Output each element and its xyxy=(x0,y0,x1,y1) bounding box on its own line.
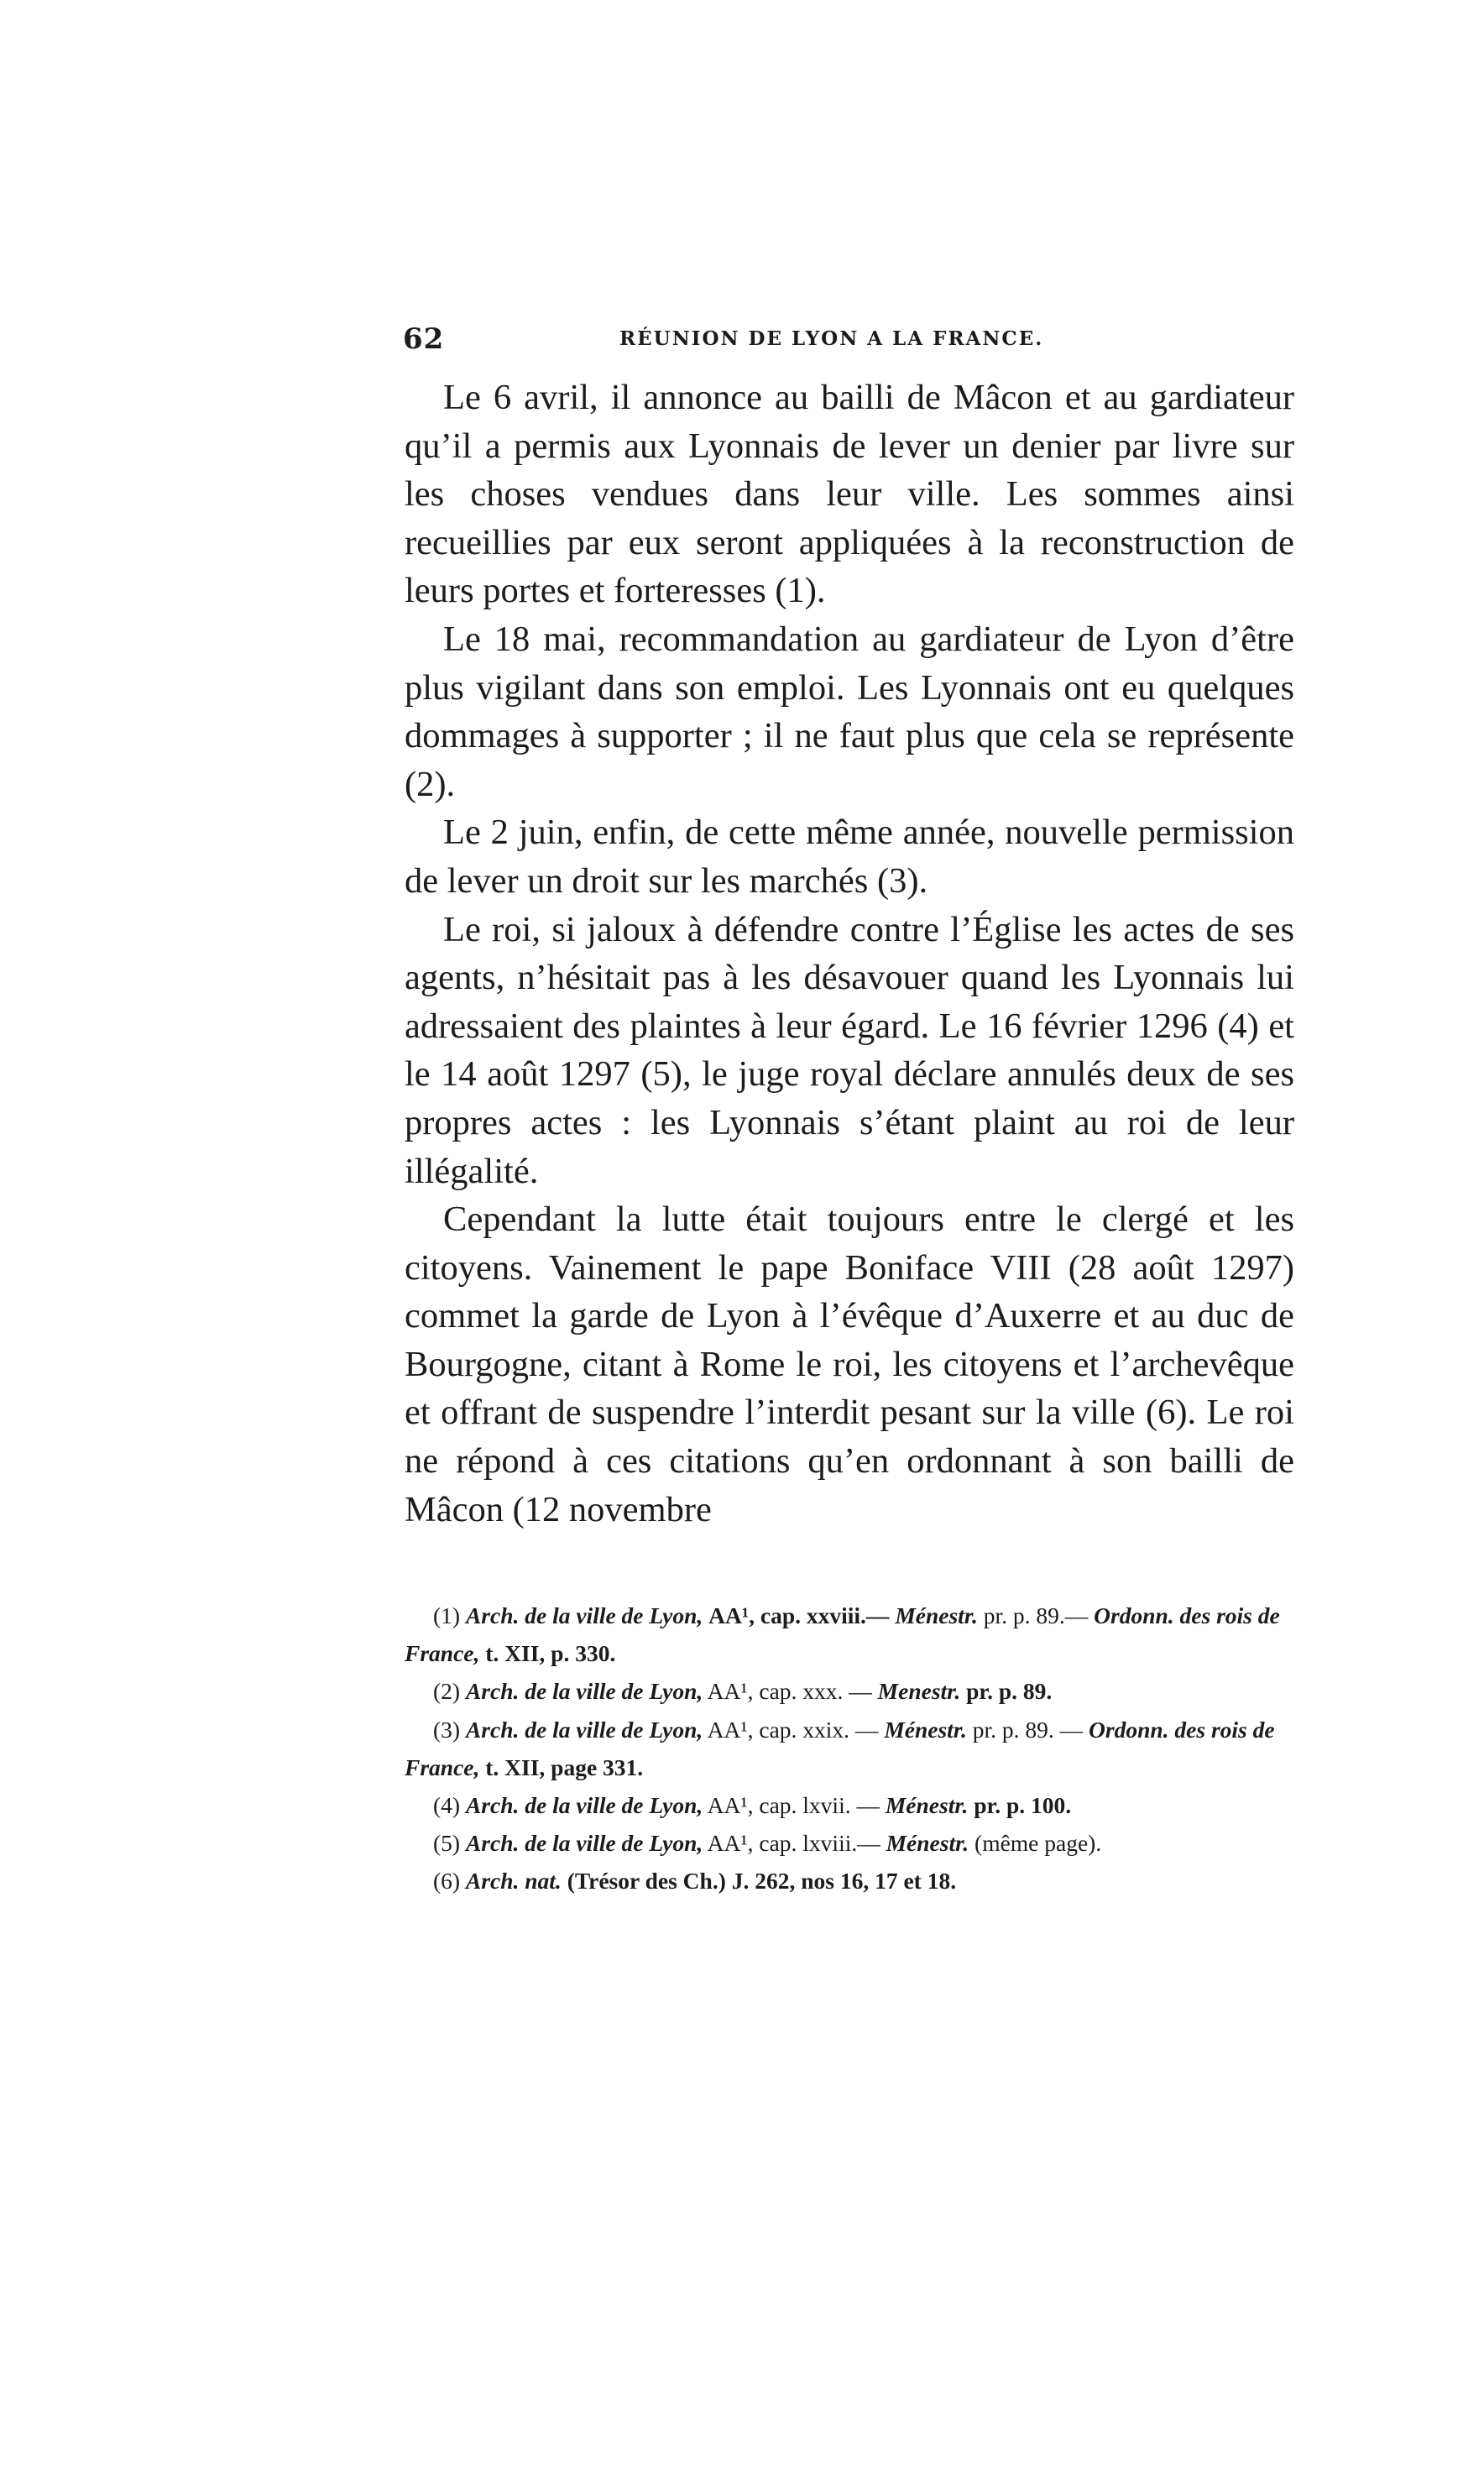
footnote-source: Arch. nat. xyxy=(465,1868,562,1895)
footnote xyxy=(405,1862,1294,1900)
footnote-reference: pr. p. 89.— xyxy=(983,1602,1089,1628)
footnote-number: (2) xyxy=(433,1678,461,1705)
footnote-number: (6) xyxy=(433,1868,461,1895)
footnote-number: (4) xyxy=(433,1792,461,1819)
footnote xyxy=(405,1597,1294,1672)
page-number: 62 xyxy=(403,322,445,356)
footnote xyxy=(405,1672,1294,1710)
footnote-reference: (même page). xyxy=(975,1830,1102,1857)
footnote xyxy=(405,1711,1294,1786)
footnote-source: Ménestr. xyxy=(885,1792,969,1819)
footnote xyxy=(405,1824,1294,1862)
paragraph: Le 2 juin, enfin, de cette même année, nouvelle permission de lever un droit sur les marchés (3). xyxy=(405,813,1294,901)
footnote-reference: t. XII, p. 330. xyxy=(485,1640,616,1667)
footnote-reference: AA¹, cap. lxvii. — xyxy=(707,1792,880,1819)
footnote-source: Arch. de la ville de Lyon, xyxy=(465,1716,703,1743)
footnote-number: (3) xyxy=(433,1716,461,1743)
body-text xyxy=(405,374,1294,1534)
running-title: RÉUNION DE LYON A LA FRANCE. xyxy=(619,327,1044,350)
paragraph: Le 6 avril, il annonce au bailli de Mâcon et au gardiateur qu’il a permis aux Lyonnais de lever un denier par livre sur les choses vendues dans leur ville. Les sommes ainsi recueillies par eux seront appliquées à la reconstruction de leurs portes et forteresses (1). xyxy=(405,378,1294,611)
footnote-source: Arch. de la ville de Lyon, xyxy=(465,1678,703,1705)
footnote-reference: pr. p. 89. xyxy=(966,1678,1053,1705)
footnote-source: Ordonn. des rois de France, xyxy=(405,1602,1280,1667)
paragraph: Le roi, si jaloux à défendre contre l’Église les actes de ses agents, n’hésitait pas à les désavouer quand les Lyonnais lui adressaient des plaintes à leur égard. Le 16 février 1296 (4) et le 14 août 1297 (5), le juge royal déclare annulés deux de ses propres actes : les Lyonnais s’étant plaint au roi de leur illégalité. xyxy=(405,909,1294,1191)
running-head xyxy=(403,322,1091,364)
footnote xyxy=(405,1786,1294,1824)
footnote-source: Ménestr. xyxy=(886,1830,969,1857)
footnote-source: Ménestr. xyxy=(895,1602,978,1628)
footnote-source: Ordonn. des rois de France, xyxy=(405,1716,1275,1780)
footnote-number: (5) xyxy=(433,1830,461,1857)
footnote-reference: AA¹, cap. lxviii.— xyxy=(707,1830,880,1857)
footnote-reference: (Trésor des Ch.) xyxy=(567,1868,726,1895)
paragraph: Le 18 mai, recommandation au gardiateur de Lyon d’être plus vigilant dans son emploi. Les Lyonnais ont eu quelques dommages à supporter ; il ne faut plus que cela se représente (2). xyxy=(405,619,1294,804)
footnote-source: Arch. de la ville de Lyon, xyxy=(465,1830,703,1857)
footnote-reference: AA¹, cap. xxix. — xyxy=(707,1716,879,1743)
footnote-number: (1) xyxy=(433,1602,461,1628)
footnote-reference: pr. p. 100. xyxy=(974,1792,1072,1819)
footnote-reference: t. XII, page 331. xyxy=(485,1754,644,1780)
footnote-source: Arch. de la ville de Lyon, xyxy=(465,1792,703,1819)
footnote-reference: J. 262, nos 16, 17 et 18. xyxy=(731,1868,957,1895)
footnote-reference: pr. p. 89. — xyxy=(972,1716,1084,1743)
footnote-source: Arch. de la ville de Lyon, xyxy=(465,1602,703,1628)
footnote-source: Ménestr. xyxy=(884,1716,967,1743)
paragraph: Cependant la lutte était toujours entre le clergé et les citoyens. Vainement le pape Boniface VIII (28 août 1297) commet la garde de Lyon à l’évêque d’Auxerre et au duc de Bourgogne, citant à Rome le roi, les citoyens et l’archevêque et offrant de suspendre l’interdit pesant sur la ville (6). Le roi ne répond à ces citations qu’en ordonnant à son bailli de Mâcon (12 novembre xyxy=(405,1200,1294,1529)
footnote-source: Menestr. xyxy=(877,1678,961,1705)
footnotes xyxy=(405,1597,1294,1900)
footnote-reference: AA¹, cap. xxviii.— xyxy=(708,1602,890,1628)
footnote-reference: AA¹, cap. xxx. — xyxy=(707,1678,872,1705)
